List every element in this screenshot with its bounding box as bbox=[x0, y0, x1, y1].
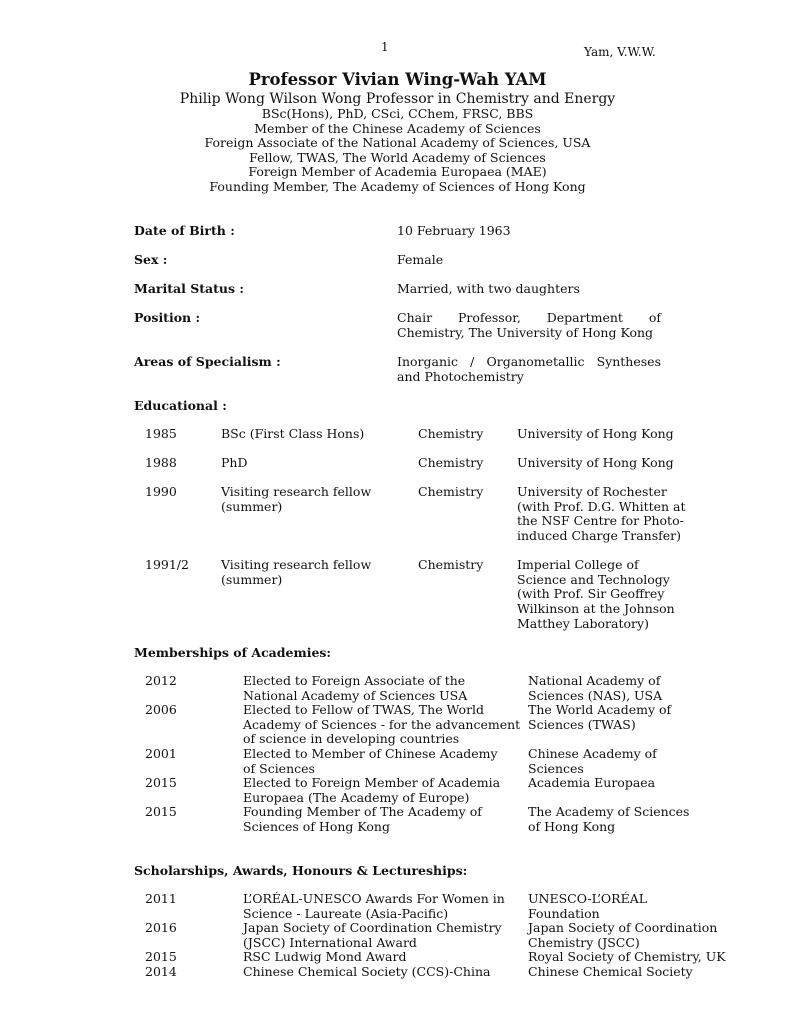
award-description: Chinese Chemical Society (CCS)-China bbox=[243, 964, 491, 979]
edu-subject: Chemistry bbox=[418, 426, 484, 441]
award-body: Chinese Chemical Society bbox=[528, 964, 693, 979]
edu-subject: Chemistry bbox=[418, 557, 484, 572]
award-body: Japan Society of Coordination Chemistry (JSCC) bbox=[528, 920, 718, 950]
document-title: Professor Vivian Wing-Wah YAM bbox=[248, 70, 547, 89]
edu-institution: University of Hong Kong bbox=[517, 455, 674, 470]
edu-degree: Visiting research fellow (summer) bbox=[221, 557, 372, 587]
edu-institution: University of Hong Kong bbox=[517, 426, 674, 441]
award-description: L’ORÉAL-UNESCO Awards For Women in Science - Laureate (Asia-Pacific) bbox=[243, 891, 505, 921]
edu-subject: Chemistry bbox=[418, 455, 484, 470]
award-year: 2015 bbox=[145, 949, 177, 964]
edu-institution: University of Rochester (with Prof. D.G. Whitten at the NSF Centre for Photo- induced Charge Transfer) bbox=[517, 484, 686, 544]
specialism-label: Areas of Specialism : bbox=[134, 354, 281, 369]
membership-year: 2012 bbox=[145, 673, 177, 688]
position-text: Chair Professor, Department of Chemistry, The University of Hong Kong bbox=[397, 310, 661, 340]
membership-year: 2015 bbox=[145, 775, 177, 790]
membership-body: Academia Europaea bbox=[528, 775, 656, 790]
specialism-text: Inorganic / Organometallic Syntheses and Photochemistry bbox=[397, 354, 661, 384]
membership-description: Elected to Foreign Associate of the National Academy of Sciences USA bbox=[243, 673, 468, 703]
sex-value: Female bbox=[397, 252, 444, 267]
membership-year: 2015 bbox=[145, 804, 177, 819]
document-subtitle: Philip Wong Wilson Wong Professor in Chemistry and Energy bbox=[179, 91, 616, 107]
specialism-value bbox=[397, 354, 661, 384]
position-value bbox=[397, 310, 661, 340]
membership-body: The World Academy of Sciences (TWAS) bbox=[528, 702, 672, 732]
credential-line: Foreign Associate of the National Academy of Sciences, USA bbox=[204, 135, 591, 150]
award-body: UNESCO-L’ORÉAL Foundation bbox=[528, 891, 648, 921]
award-body: Royal Society of Chemistry, UK bbox=[528, 949, 726, 964]
edu-year: 1991/2 bbox=[145, 557, 189, 572]
page-number: 1 bbox=[381, 40, 389, 54]
edu-institution: Imperial College of Science and Technology (with Prof. Sir Geoffrey Wilkinson at the Johnson Matthey Laboratory) bbox=[517, 557, 675, 631]
edu-degree: Visiting research fellow (summer) bbox=[221, 484, 372, 514]
credential-line: BSc(Hons), PhD, CSci, CChem, FRSC, BBS bbox=[261, 106, 534, 121]
membership-year: 2001 bbox=[145, 746, 177, 761]
position-label: Position : bbox=[134, 310, 201, 325]
credential-line: Fellow, TWAS, The World Academy of Sciences bbox=[249, 149, 546, 165]
award-description: Japan Society of Coordination Chemistry (JSCC) International Award bbox=[243, 920, 502, 950]
membership-description: Elected to Fellow of TWAS, The World Academy of Sciences - for the advancement of science in developing countries bbox=[243, 702, 521, 747]
sex-label: Sex : bbox=[134, 252, 168, 267]
marital-status-value: Married, with two daughters bbox=[397, 281, 580, 296]
award-year: 2011 bbox=[145, 891, 177, 906]
educational-heading: Educational : bbox=[134, 398, 227, 413]
membership-year: 2006 bbox=[145, 702, 177, 717]
credential-line: Foreign Member of Academia Europaea (MAE) bbox=[248, 164, 547, 179]
membership-description: Founding Member of The Academy of Sciences of Hong Kong bbox=[243, 804, 482, 834]
edu-year: 1990 bbox=[145, 484, 177, 499]
edu-degree: PhD bbox=[221, 455, 248, 470]
edu-subject: Chemistry bbox=[418, 484, 484, 499]
membership-body: Chinese Academy of Sciences bbox=[528, 746, 657, 776]
award-description: RSC Ludwig Mond Award bbox=[243, 949, 407, 964]
credential-line: Member of the Chinese Academy of Sciences bbox=[254, 120, 541, 136]
memberships-heading: Memberships of Academies: bbox=[134, 645, 332, 660]
dob-value: 10 February 1963 bbox=[397, 223, 511, 238]
running-head: Yam, V.W.W. bbox=[584, 45, 656, 59]
edu-year: 1985 bbox=[145, 426, 177, 441]
award-year: 2016 bbox=[145, 920, 177, 935]
membership-description: Elected to Foreign Member of Academia Europaea (The Academy of Europe) bbox=[243, 775, 501, 805]
membership-body: National Academy of Sciences (NAS), USA bbox=[528, 673, 663, 703]
dob-label: Date of Birth : bbox=[134, 223, 235, 238]
credential-line: Founding Member, The Academy of Sciences of Hong Kong bbox=[209, 178, 586, 194]
membership-description: Elected to Member of Chinese Academy of Sciences bbox=[243, 746, 498, 776]
edu-year: 1988 bbox=[145, 455, 177, 470]
award-year: 2014 bbox=[145, 964, 177, 979]
marital-status-label: Marital Status : bbox=[134, 281, 245, 296]
membership-body: The Academy of Sciences of Hong Kong bbox=[528, 804, 690, 834]
edu-degree: BSc (First Class Hons) bbox=[221, 426, 365, 441]
awards-heading: Scholarships, Awards, Honours & Lectureships: bbox=[134, 863, 468, 878]
